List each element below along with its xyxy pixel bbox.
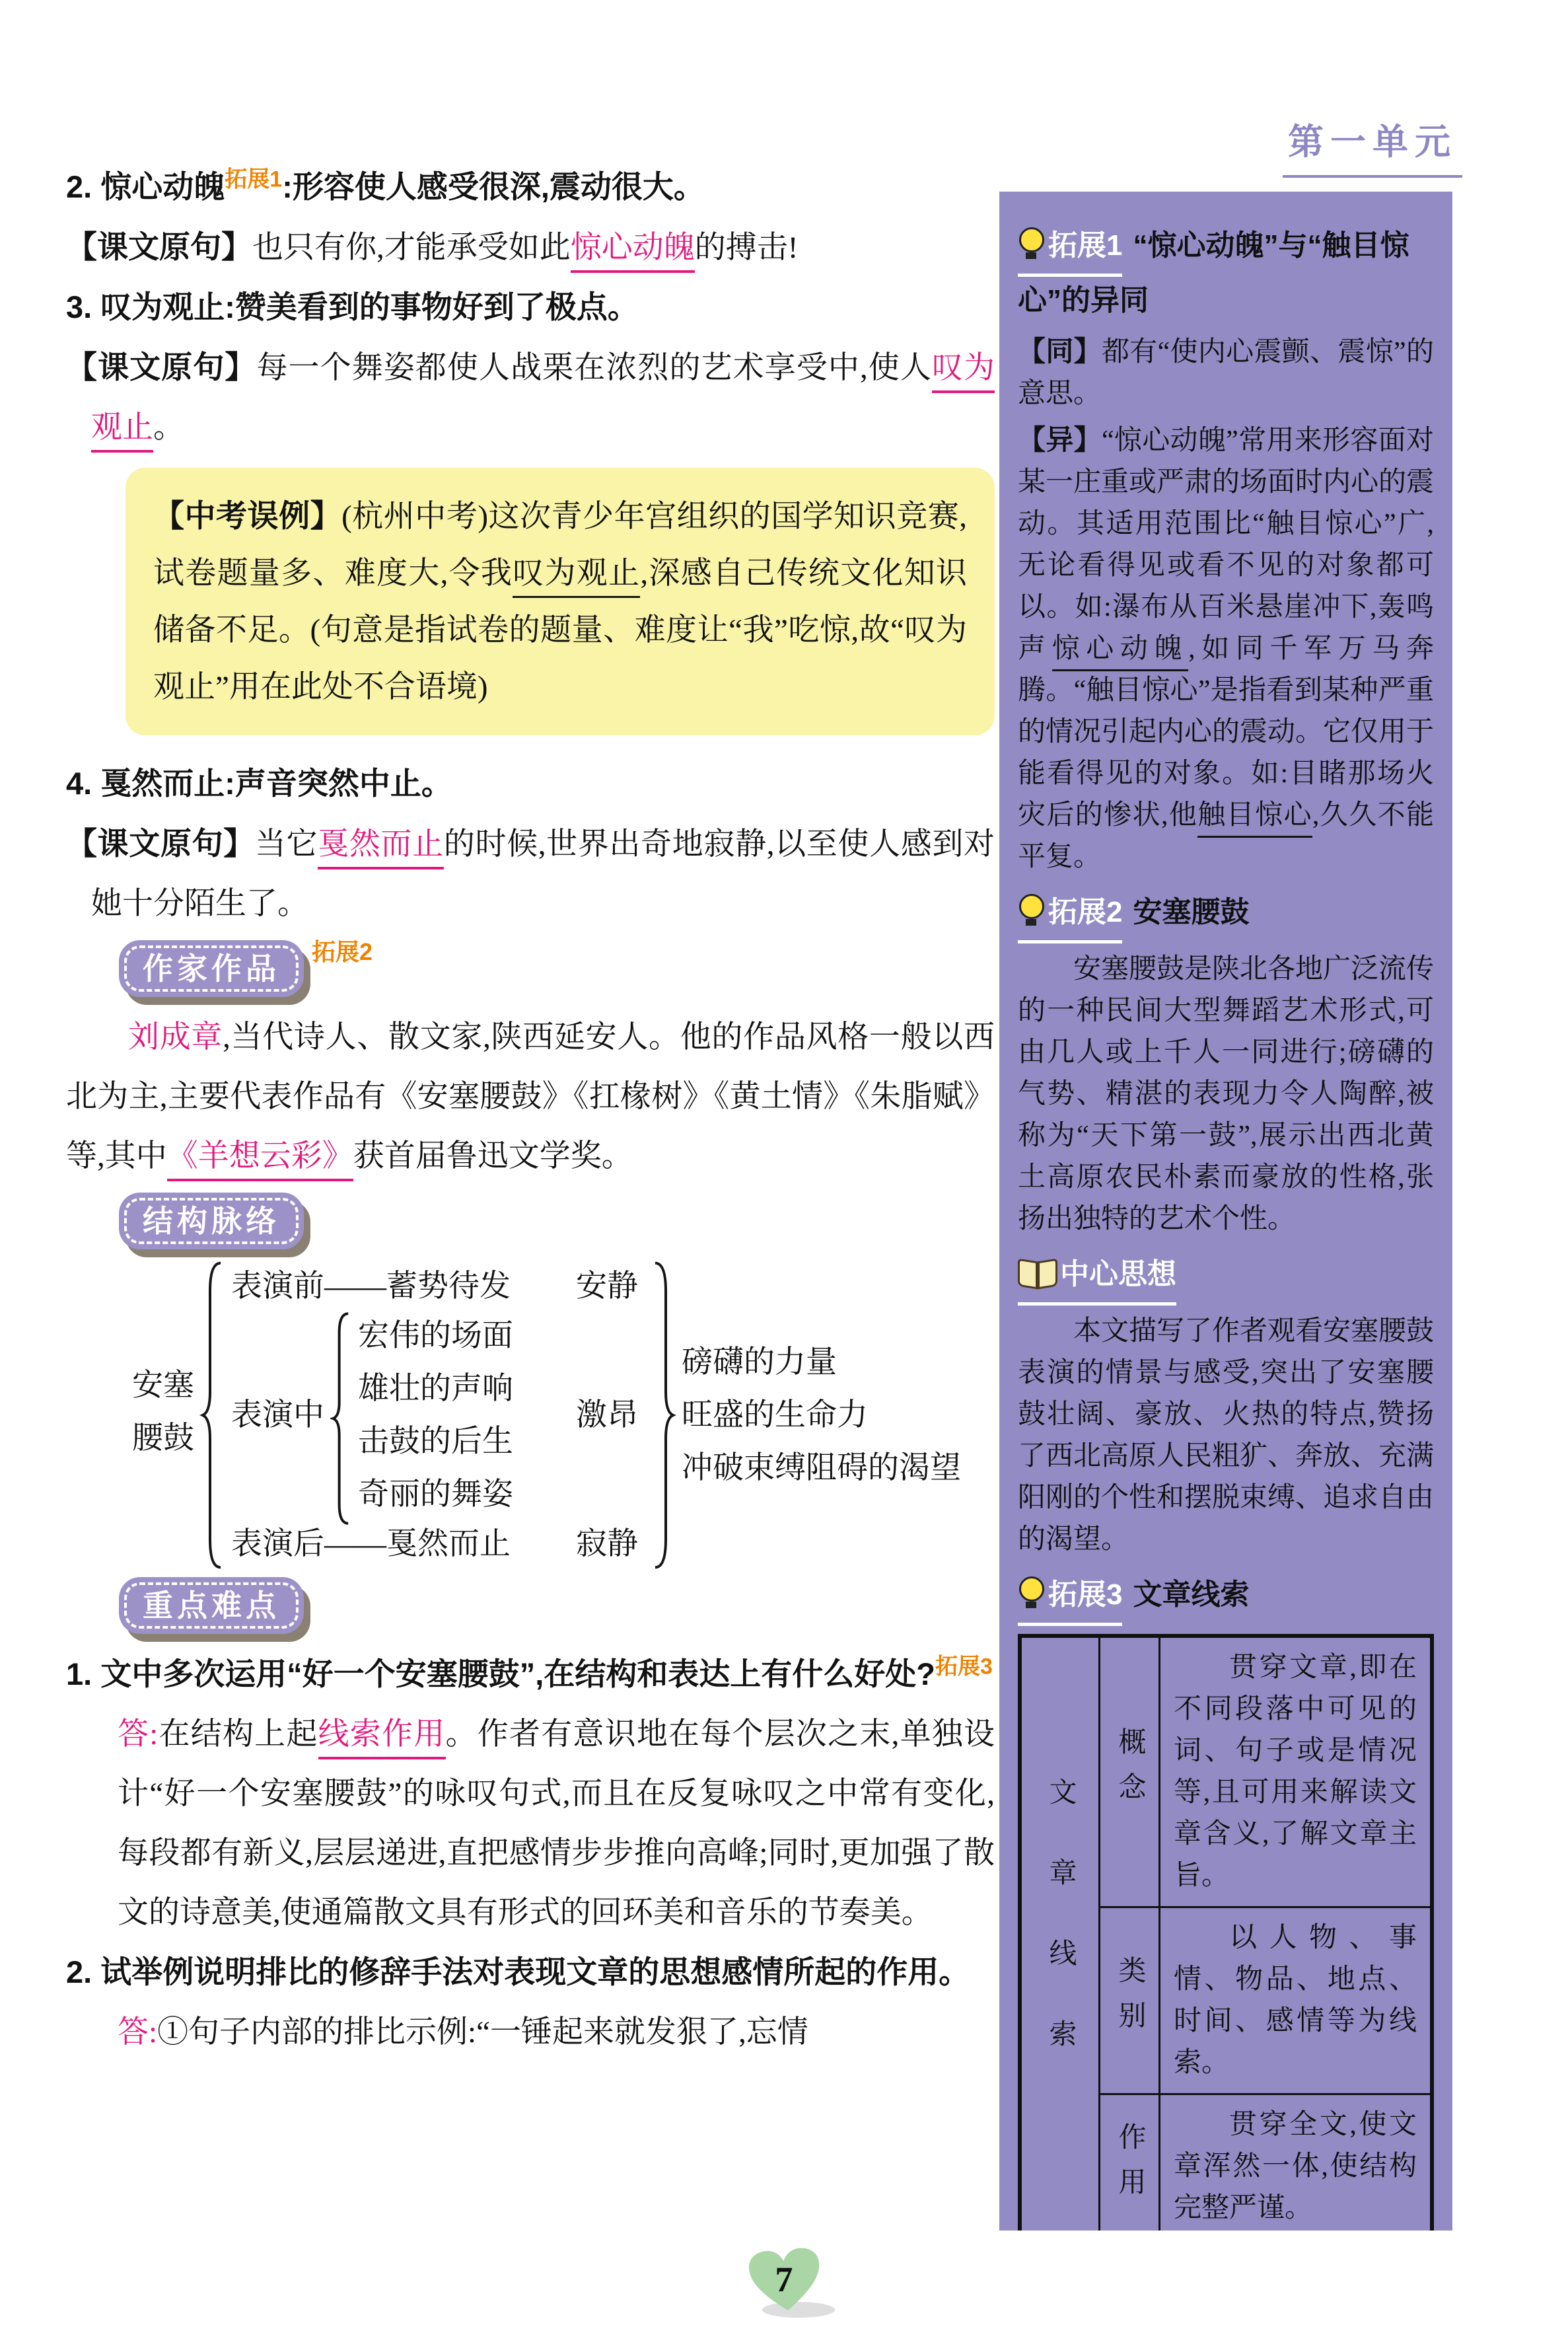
table-cell-function: 贯穿全文,使文章浑然一体,使结构完整严谨。 — [1160, 2094, 1433, 2231]
lightbulb-icon — [1018, 894, 1046, 927]
ext2-heading — [1018, 889, 1434, 943]
exam-misuse-box: 【中考误例】(杭州中考)这次青少年宫组织的国学知识竞赛,试卷题量多、难度大,令我叹为观止,深感自己传统文化知识储备不足。(句意是指试卷的题量、难度让“我”吃惊,故“叹为观止”用在此处不合语境) — [125, 468, 995, 735]
table-row-header: 文章线索 — [1020, 1636, 1100, 2231]
diagram-during-label: 表演中 — [231, 1398, 324, 1432]
diagram-after: 表演后——戛然而止 — [231, 1527, 511, 1561]
ext2-badge-label: 拓展2 — [1048, 896, 1123, 928]
diagram-during-item: 奇丽的舞姿 — [358, 1477, 513, 1512]
source-sentence-3: 【课文原句】每一个舞姿都使人战栗在浓烈的艺术享受中,使人叹为观止。 — [66, 338, 995, 457]
diagram-root-line1: 安塞 — [132, 1368, 194, 1403]
ext1-title: “惊心动魄”与“触目惊心”的异同 — [1018, 229, 1409, 316]
diagram-state-excited: 激昂 — [576, 1398, 638, 1432]
page-number-heart — [745, 2246, 826, 2318]
source-sentence-2: 【课文原句】也只有你,才能承受如此惊心动魄的搏击! — [66, 217, 995, 277]
main-column — [66, 157, 995, 2062]
left-brace — [199, 1260, 226, 1570]
diagram-state-quiet: 安静 — [576, 1269, 638, 1304]
central-idea-badge — [1018, 1251, 1176, 1306]
inner-brace — [330, 1311, 353, 1526]
table-cell-concept: 贯穿文章,即在不同段落中可见的词、句子或是情况等,且可用来解读文章含义,了解文章主旨。 — [1160, 1636, 1433, 1907]
keypoints-badge-row — [119, 1577, 995, 1634]
diagram-during-item: 击鼓的后生 — [358, 1424, 513, 1459]
question-1: 1. 文中多次运用“好一个安塞腰鼓”,在结构和表达上有什么好处?$^{拓展3}$ — [66, 1654, 993, 1691]
diagram-result: 磅礴的力量 — [682, 1345, 837, 1380]
ext3-heading — [1018, 1571, 1434, 1626]
page-number: 7 — [775, 2259, 793, 2299]
ext2-paragraph: 安塞腰鼓是陕北各地广泛流传的一种民间大型舞蹈艺术形式,可由几人或上千人一同进行;磅礴的气势、精湛的表现力令人陶醉,被称为“天下第一鼓”,展示出西北黄土高原农民朴素而豪放的性格,张扬出独特的艺术个性。 — [1018, 954, 1435, 1234]
structure-badge — [119, 1193, 304, 1249]
diagram-root-line2: 腰鼓 — [132, 1421, 194, 1456]
diagram-during-item: 宏伟的场面 — [358, 1319, 513, 1353]
ext3-badge — [1018, 1571, 1122, 1626]
right-brace — [650, 1260, 676, 1570]
author-works-badge — [119, 940, 304, 997]
table-cell-category: 以人物、事情、物品、地点、时间、感情等为线索。 — [1160, 1907, 1433, 2094]
ext1-same-paragraph: 【同】都有“使内心震颤、震惊”的意思。 — [1018, 336, 1434, 409]
unit-header: 第一单元 — [1283, 114, 1462, 178]
answer-2: 答:①句子内部的排比示例:“一锤起来就发狠了,忘情 — [118, 2015, 808, 2049]
vocab-item-3: 3. 叹为观止:赞美看到的事物好到了极点。 — [66, 289, 639, 324]
author-works-badge-row — [119, 940, 995, 997]
table-label-concept: 概念 — [1100, 1636, 1160, 1907]
ext1-badge — [1018, 222, 1122, 277]
ext1-badge-label: 拓展1 — [1048, 229, 1123, 262]
question-2: 2. 试举例说明排比的修辞手法对表现文章的思想感情所起的作用。 — [66, 1954, 970, 1989]
vocab-item-2: 2. 惊心动魄$^{拓展1}$:形容使人感受很深,震动很大。 — [66, 166, 705, 204]
ext3-badge-label: 拓展3 — [1048, 1578, 1123, 1611]
structure-badge-row — [119, 1193, 995, 1249]
structure-badge-label: 结构脉络 — [143, 1204, 280, 1238]
answer-1: 答:在结构上起线索作用。作者有意识地在每个层次之末,单独设计“好一个安塞腰鼓”的咏叹句式,而且在反复咏叹之中常有变化,每段都有新义,层层递进,直把感情步步推向高峰;同时,更加强了散文的诗意美,使通篇散文具有形式的回环美和音乐的节奏美。 — [118, 1717, 995, 1930]
lightbulb-icon — [1018, 227, 1046, 260]
diagram-during-item: 雄壮的声响 — [358, 1372, 513, 1406]
author-works-badge-label: 作家作品 — [143, 951, 280, 986]
diagram-result: 冲破束缚阻碍的渴望 — [682, 1451, 961, 1485]
ext1-diff-paragraph: 【异】“惊心动魄”常用来形容面对某一庄重或严肃的场面时内心的震动。其适用范围比“触目惊心”广,无论看得见或看不见的对象都可以。如:瀑布从百米悬崖冲下,轰鸣声惊心动魄,如同千军万马奔腾。“触目惊心”是指看到某种严重的情况引起内心的震动。它仅用于能看得见的对象。如:目睹那场火灾后的惨状,他触目惊心,久久不能平复。 — [1018, 424, 1435, 872]
thread-table — [1018, 1634, 1434, 2231]
keypoints-badge — [119, 1577, 304, 1634]
source-sentence-4: 【课文原句】当它戛然而止的时候,世界出奇地寂静,以至使人感到对她十分陌生了。 — [66, 826, 995, 921]
diagram-before: 表演前——蓄势待发 — [231, 1269, 511, 1304]
expand2-superscript: 拓展2 — [312, 938, 373, 965]
ext2-badge — [1018, 889, 1122, 943]
structure-diagram — [66, 1260, 995, 1570]
ext1-heading — [1018, 222, 1434, 325]
table-row — [1020, 1636, 1432, 1907]
central-idea-paragraph: 本文描写了作者观看安塞腰鼓表演的情景与感受,突出了安塞腰鼓壮阔、豪放、火热的特点,赞扬了西北高原人民粗犷、奔放、充满阳刚的个性和摆脱束缚、追求自由的渴望。 — [1018, 1316, 1435, 1555]
book-icon — [1018, 1257, 1057, 1289]
central-idea-heading — [1018, 1251, 1434, 1306]
diagram-result: 旺盛的生命力 — [682, 1398, 868, 1432]
author-paragraph: 刘成章,当代诗人、散文家,陕西延安人。他的作品风格一般以西北为主,主要代表作品有《安塞腰鼓》《扛椽树》《黄土情》《朱脂赋》等,其中《羊想云彩》获首届鲁迅文学奖。 — [66, 1008, 995, 1186]
central-idea-badge-label: 中心思想 — [1060, 1258, 1176, 1290]
lightbulb-icon — [1018, 1576, 1046, 1609]
ext2-title: 安塞腰鼓 — [1133, 896, 1250, 928]
vocab-item-4: 4. 戛然而止:声音突然中止。 — [66, 766, 452, 801]
diagram-state-silent: 寂静 — [576, 1527, 638, 1561]
keypoints-badge-label: 重点难点 — [143, 1588, 280, 1623]
table-label-function: 作用 — [1100, 2094, 1160, 2231]
sidebar-panel — [999, 192, 1452, 2231]
table-label-category: 类别 — [1100, 1907, 1160, 2094]
ext3-title: 文章线索 — [1133, 1578, 1250, 1611]
